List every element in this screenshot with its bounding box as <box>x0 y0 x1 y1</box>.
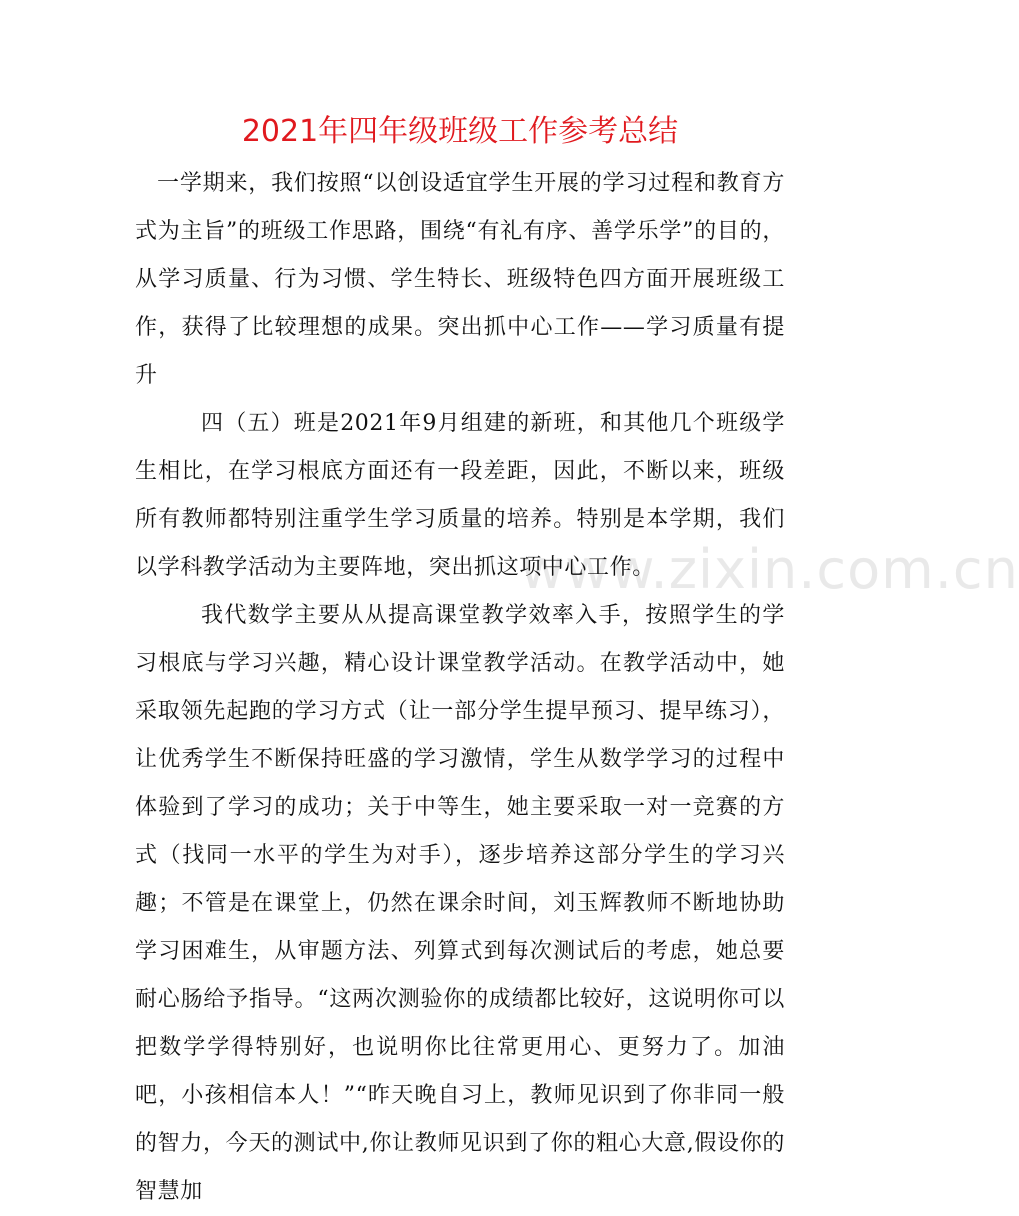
document-body <box>135 160 785 1216</box>
document-title: 2021年四年级班级工作参考总结 <box>241 114 679 149</box>
watermark: www.zixin.com.cn <box>520 538 1019 601</box>
paragraph-class-overview: 四（五）班是2021年9月组建的新班，和其他几个班级学生相比，在学习根底方面还有一段差距，因此，不断以来，班级所有教师都特别注重学生学习质量的培养。特别是本学期，我们以学科教学活动为主要阵地，突出抓这项中心工作。 <box>135 411 785 580</box>
paragraph-math-teaching: 我代数学主要从从提高课堂教学效率入手，按照学生的学习根底与学习兴趣，精心设计课堂教学活动。在教学活动中，她采取领先起跑的学习方式（让一部分学生提早预习、提早练习），让优秀学生不断保持旺盛的学习激情，学生从数学学习的过程中体验到了学习的成功；关于中等生，她主要采取一对一竞赛的方式（找同一水平的学生为对手），逐步培养这部分学生的学习兴趣；不管是在课堂上，仍然在课余时间，刘玉辉教师不断地协助学习困难生，从审题方法、列算式到每次测试后的考虑，她总要耐心肠给予指导。“这两次测验你的成绩都比较好，这说明你可以把数学学得特别好，也说明你比往常更用心、更努力了。加油吧，小孩相信本人！”“昨天晚自习上，教师见识到了你非同一般的智力，今天的测试中,你让教师见识到了你的粗心大意,假设你的智慧加 <box>135 603 785 1204</box>
paragraph-intro: 一学期来，我们按照“以创设适宜学生开展的学习过程和教育方式为主旨”的班级工作思路，围绕“有礼有序、善学乐学”的目的，从学习质量、行为习惯、学生特长、班级特色四方面开展班级工作，获得了比较理想的成果。突出抓中心工作——学习质量有提升 <box>135 171 785 388</box>
